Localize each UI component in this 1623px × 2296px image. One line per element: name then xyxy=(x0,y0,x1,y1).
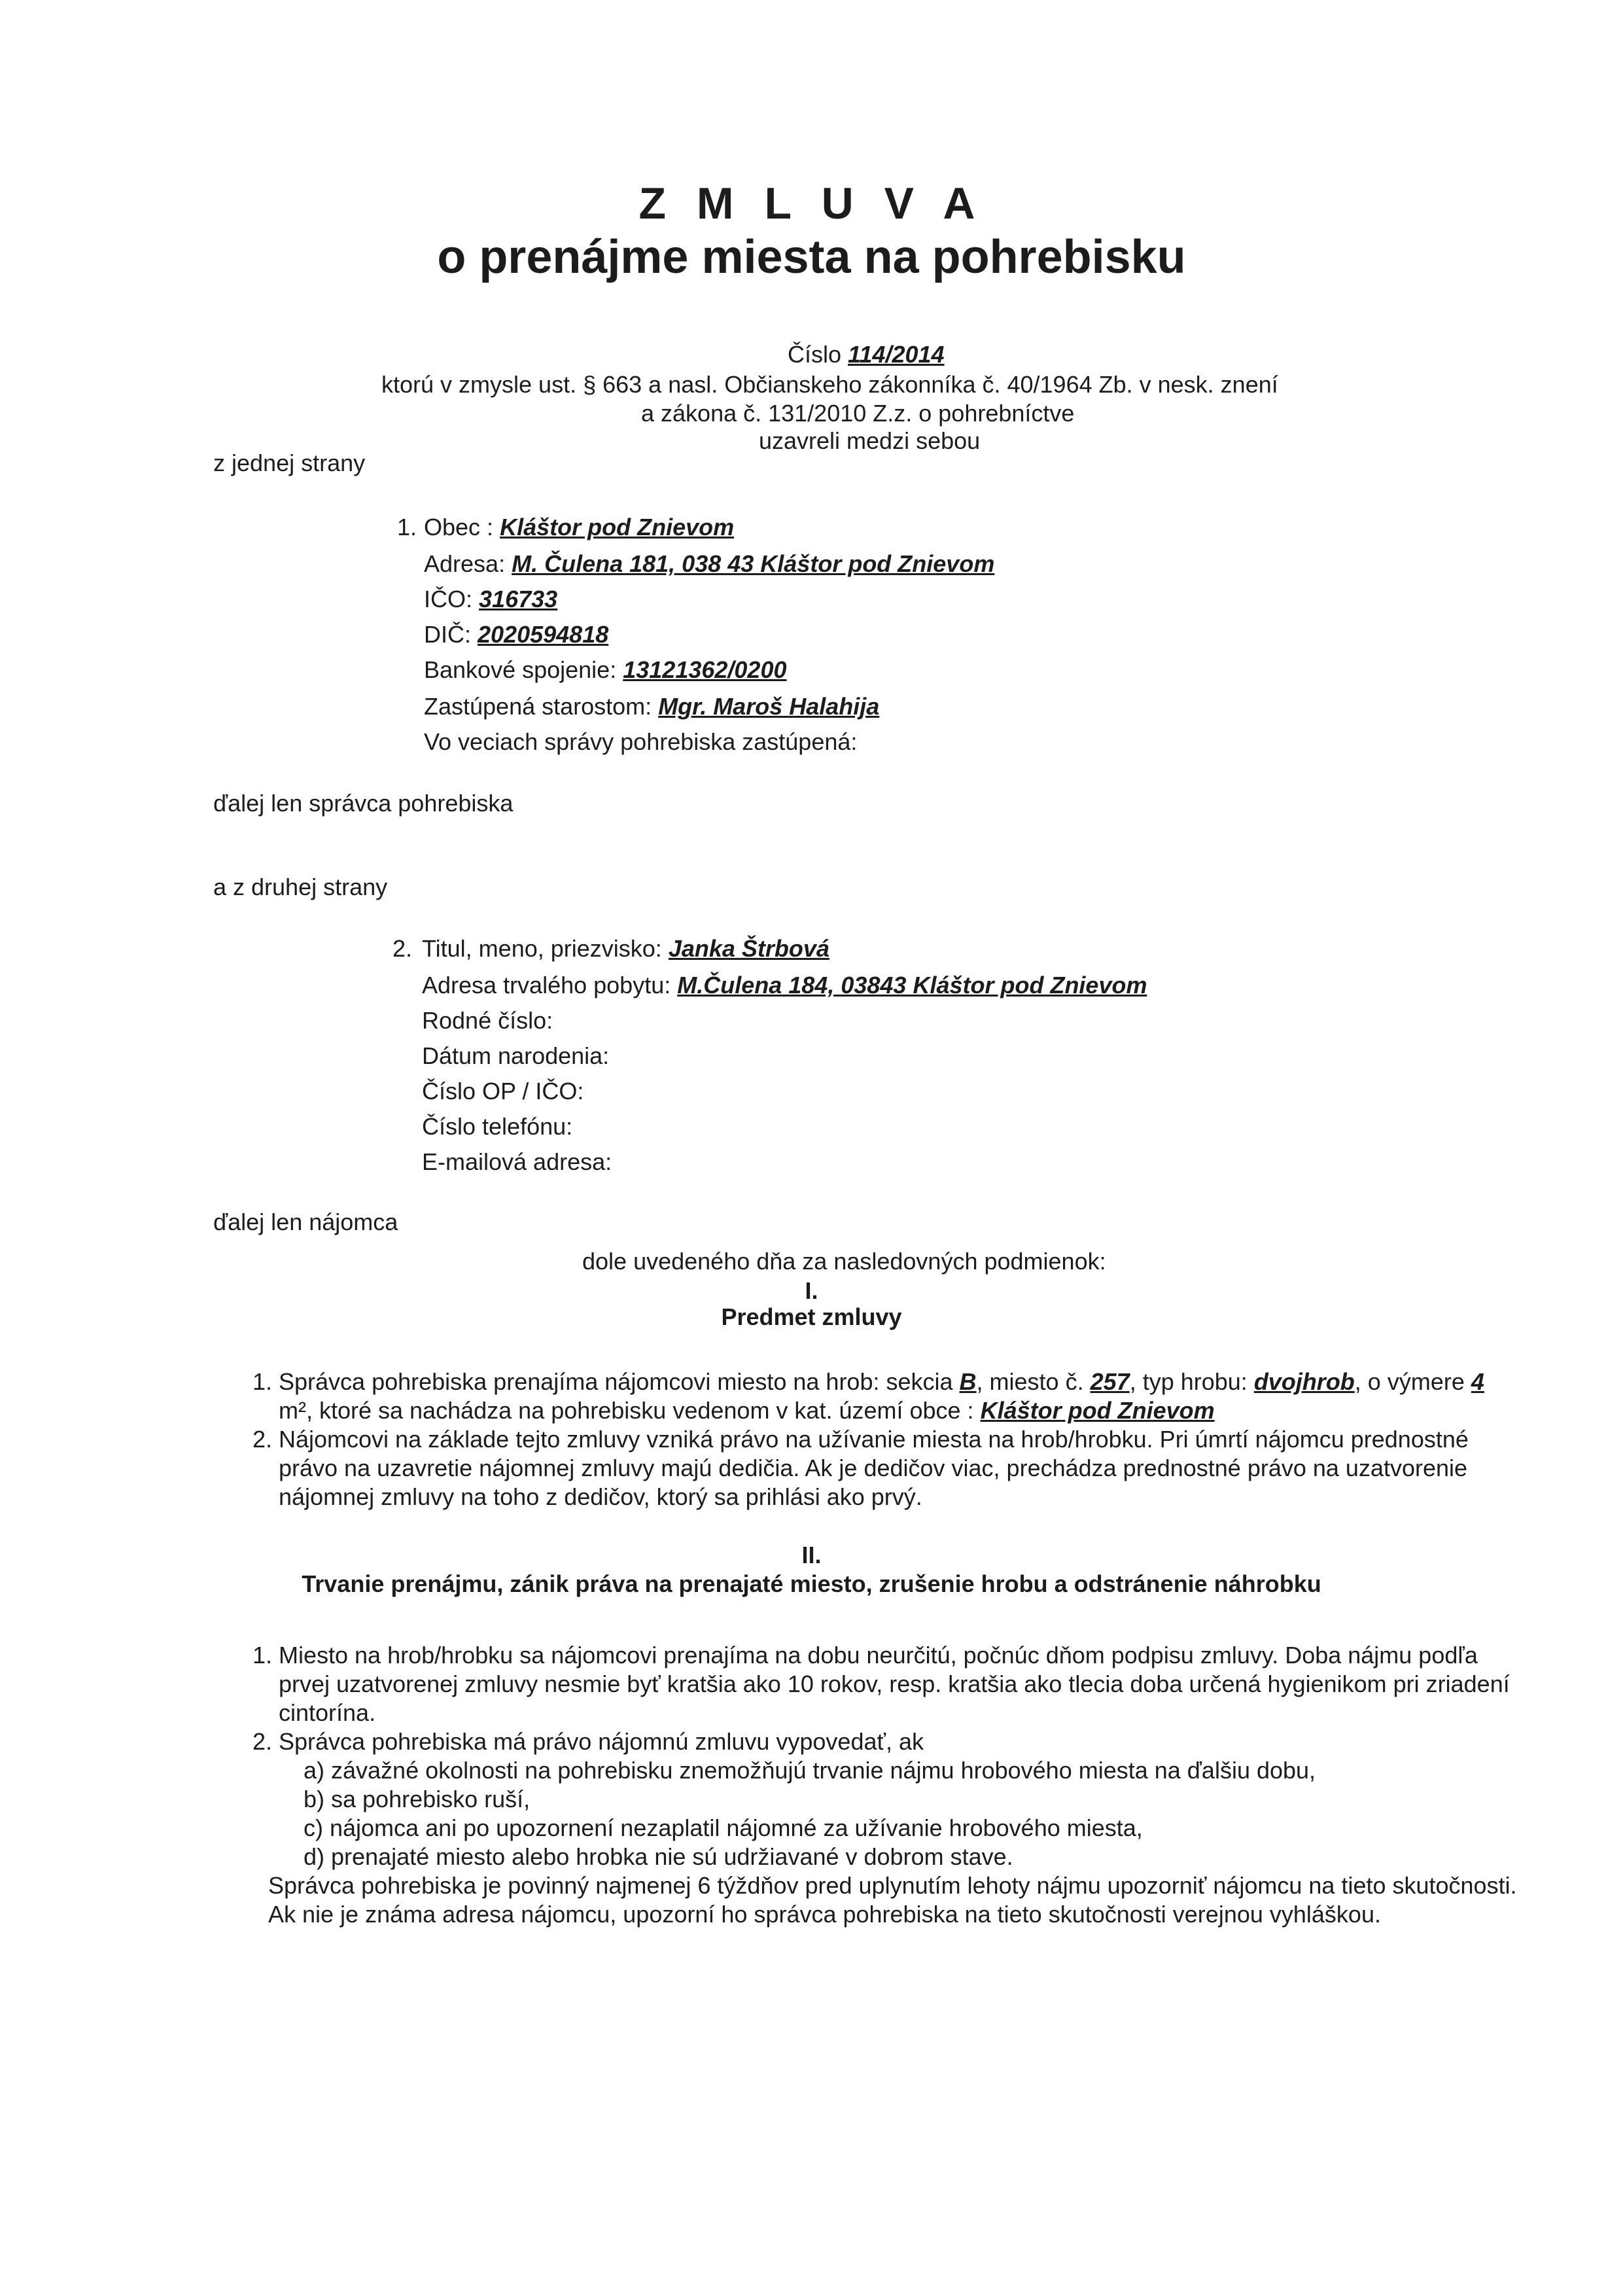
typ-hrobu-value: dvojhrob xyxy=(1253,1368,1355,1395)
kat-uzemie-value: Kláštor pod Znievom xyxy=(980,1397,1215,1424)
obec-value: Kláštor pod Znievom xyxy=(500,514,735,540)
party1-adresa-row xyxy=(424,550,994,578)
section2-numeral: II. xyxy=(801,1542,822,1568)
rep-label: Zastúpená starostom: xyxy=(424,693,652,720)
section1-item-1: 1. Správca pohrebiska prenajíma nájomcovi miesto na hrob: sekcia B, miesto č. 257, typ hrobu: dvojhrob, o výmere 4 m², ktoré sa nachádza na pohrebisku vedenom v kat. území obce : Kláštor pod Znievom xyxy=(279,1368,1505,1425)
party1-bank-row xyxy=(424,656,787,684)
document-subtitle: o prenájme miesta na pohrebisku xyxy=(437,231,1186,283)
intro-line-1: ktorú v zmysle ust. § 663 a nasl. Občianskeho zákonníka č. 40/1964 Zb. v nesk. znení xyxy=(381,371,1278,398)
birth-number-label: Rodné číslo: xyxy=(422,1007,553,1034)
rep-value: Mgr. Maroš Halahija xyxy=(658,693,880,720)
address-value: M.Čulena 184, 03843 Kláštor pod Znievom xyxy=(677,972,1147,998)
sekcia-value: B xyxy=(959,1368,977,1395)
intro-line-3: uzavreli medzi sebou xyxy=(759,427,981,454)
party1-role-label: ďalej len správca pohrebiska xyxy=(213,790,514,817)
section2-list xyxy=(249,1641,1518,1929)
section2-item-2: 2. Správca pohrebiska má právo nájomnú zmluvu vypovedať, ak a) závažné okolnosti na pohrebisku znemožňujú trvanie nájmu hrobového miesta na ďalšiu dobu, b) sa pohrebisko ruší, c) nájomca ani po upozornení nezaplatil nájomné za užívanie hrobového miesta, d) prenajaté miesto alebo hrobka nie sú udržiavané v dobrom stave. xyxy=(279,1727,1518,1871)
dic-label: DIČ: xyxy=(424,621,471,648)
party2-side-label: a z druhej strany xyxy=(213,874,388,900)
party1-side-label: z jednej strany xyxy=(213,450,366,476)
party2-address-row xyxy=(422,971,1147,1000)
birth-date-label: Dátum narodenia: xyxy=(422,1042,610,1069)
address-label: Adresa trvalého pobytu: xyxy=(422,972,671,998)
ico-label: IČO: xyxy=(424,586,473,612)
party1-admin-row: Vo veciach správy pohrebiska zastúpená: xyxy=(424,728,858,755)
adresa-value: M. Čulena 181, 038 43 Kláštor pod Znievom xyxy=(512,550,995,577)
sub-item-a: a) závažné okolnosti na pohrebisku znemožňujú trvanie nájmu hrobového miesta na ďalšiu dobu, xyxy=(304,1757,1316,1784)
party1-ico-row xyxy=(424,585,557,614)
contract-number-value: 114/2014 xyxy=(848,341,945,368)
document-title: Z M L U V A xyxy=(638,179,985,228)
section1-item-2: 2. Nájomcovi na základe tejto zmluvy vzniká právo na užívanie miesta na hrob/hrobku. Pri úmrtí nájomcu prednostné právo na uzavretie nájomnej zmluvy majú dedičia. Ak je dedičov viac, prechádza prednostné právo na uzatvorenie nájomnej zmluvy na toho z dedičov, ktorý sa prihlási ako prvý. xyxy=(279,1425,1505,1511)
sub-item-d: d) prenajaté miesto alebo hrobka nie sú udržiavané v dobrom stave. xyxy=(304,1843,1013,1870)
section1-list xyxy=(249,1368,1505,1511)
obec-label: Obec : xyxy=(424,514,494,540)
party2-number: 2. xyxy=(393,935,413,962)
miesto-value: 257 xyxy=(1090,1368,1130,1395)
section2-closing: Správca pohrebiska je povinný najmenej 6 týždňov pred uplynutím lehoty nájmu upozorniť nájomcu na tieto skutočnosti. Ak nie je známa adresa nájomcu, upozorní ho správca pohrebiska na tieto skutočnosti verejnou vyhláškou. xyxy=(268,1872,1517,1928)
email-label: E-mailová adresa: xyxy=(422,1148,612,1175)
sub-item-b: b) sa pohrebisko ruší, xyxy=(304,1786,531,1812)
dic-value: 2020594818 xyxy=(478,621,609,648)
party1-rep-row xyxy=(424,692,879,721)
intro-line-2: a zákona č. 131/2010 Z.z. o pohrebníctve xyxy=(641,400,1075,427)
ico-value: 316733 xyxy=(479,586,558,612)
party1-dic-row xyxy=(424,620,608,649)
adresa-label: Adresa: xyxy=(424,550,506,577)
contract-number xyxy=(788,340,945,369)
sub-item-c: c) nájomca ani po upozornení nezaplatil nájomné za užívanie hrobového miesta, xyxy=(304,1814,1143,1841)
bank-label: Bankové spojenie: xyxy=(424,656,617,683)
phone-label: Číslo telefónu: xyxy=(422,1113,573,1140)
party2-role-label: ďalej len nájomca xyxy=(213,1209,398,1235)
section1-title: Predmet zmluvy xyxy=(721,1303,902,1330)
party2-name-row xyxy=(422,934,829,963)
section1-numeral: I. xyxy=(805,1277,818,1304)
name-label: Titul, meno, priezvisko: xyxy=(422,935,662,962)
section2-item-1: 1. Miesto na hrob/hrobku sa nájomcovi prenajíma na dobu neurčitú, počnúc dňom podpisu zmluvy. Doba nájmu podľa prvej uzatvorenej zmluvy nesmie byť kratšia ako 10 rokov, resp. kratšia ako tlecia doba určená hygienikom pri zriadení cintorína. xyxy=(279,1641,1518,1727)
id-number-label: Číslo OP / IČO: xyxy=(422,1078,584,1104)
bank-value: 13121362/0200 xyxy=(623,656,787,683)
party1-obec-row xyxy=(424,513,734,542)
vymera-value: 4 xyxy=(1471,1368,1484,1395)
name-value: Janka Štrbová xyxy=(668,935,829,962)
contract-number-label: Číslo xyxy=(788,341,842,368)
conditions-intro: dole uvedeného dňa za nasledovných podmienok: xyxy=(582,1248,1106,1275)
party1-number: 1. xyxy=(397,514,417,540)
section2-title: Trvanie prenájmu, zánik práva na prenajaté miesto, zrušenie hrobu a odstránenie náhrobku xyxy=(302,1570,1321,1597)
